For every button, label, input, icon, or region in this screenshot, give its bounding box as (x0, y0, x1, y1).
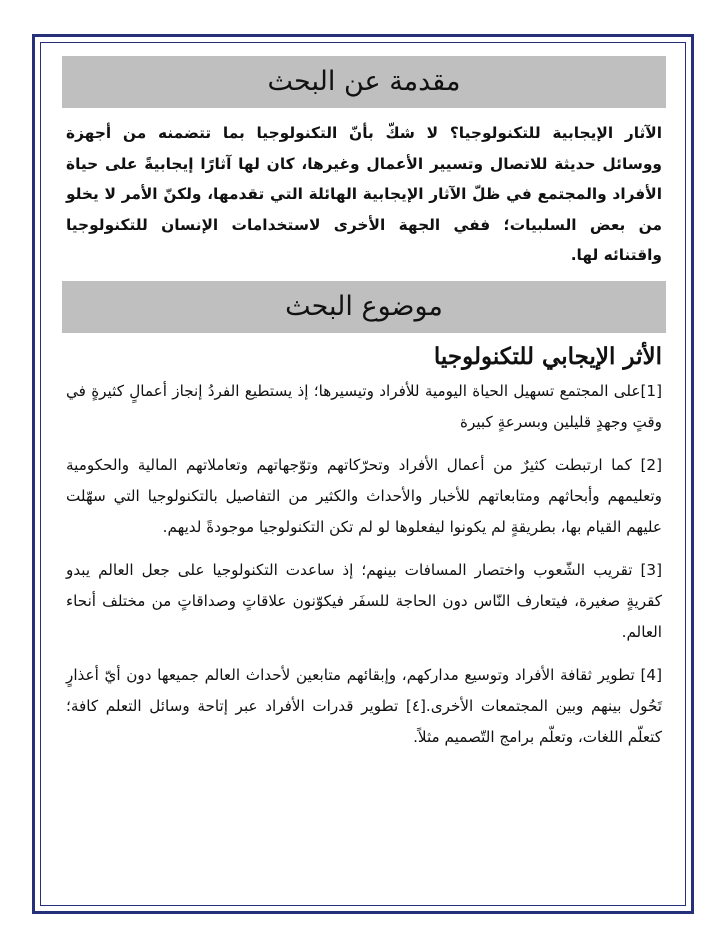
document-content (56, 56, 672, 765)
topic-subheading: الأثر الإيجابي للتكنولوجيا (433, 342, 662, 370)
list-item: [1]على المجتمع تسهيل الحياة اليومية للأفراد وتيسيرها؛ إذ يستطيع الفردُ إنجاز أعمالٍ كثيرةٍ في وقتٍ وجهدٍ قليلين وبسرعةٍ كبيرة (66, 381, 662, 431)
list-item: [4] تطوير ثقافة الأفراد وتوسيع مداركهم، وإبقائهم متابعين لأحداث العالم جميعها دون أيّ أعذارٍ تَحُول بينهم وبين المجتمعات الأخرى.[٤] تطوير قدرات الأفراد عبر إتاحة وسائل التعلم كافة؛ كتعلّم اللغات، وتعلّم برامج التّصميم مثلاً. (66, 665, 662, 746)
list-item: [2] كما ارتبطت كثيرٌ من أعمال الأفراد وتحرّكاتهم وتوّجهاتهم وتعاملاتهم المالية والحكومية وتعليمهم وأبحاثهم ومتابعاتهم للأخبار والأحداث والكثير من التفاصيل بالتكنولوجيا التي سهّلت عليهم القيام بها، بطريقةٍ لم يكونوا ليفعلوها لو لم تكن التكنولوجيا موجودةً لديهم. (66, 455, 662, 536)
list-item: [3] تقريب الشّعوب واختصار المسافات بينهم؛ إذ ساعدت التكنولوجيا على جعل العالم يبدو كقريةٍ صغيرة، فيتعارف النّاس دون الحاجة للسفَر فيكوّنون علاقاتٍ وصداقاتٍ من مختلف أنحاء العالم. (66, 560, 662, 641)
intro-paragraph: الآثار الإيجابية للتكنولوجيا؟ لا شكّ بأنّ التكنولوجيا بما تتضمنه من أجهزة ووسائل حديثة للاتصال وتسيير الأعمال وغيرها، كان لها آثارًا إيجابيةً على حياة الأفراد والمجتمع في ظلّ الآثار الإيجابية الهائلة التي تقدمها، ولكنّ الأمر لا يخلو من بعض السلبيات؛ ففي الجهة الأخرى لاستخدامات الإنسان للتكنولوجيا واقتنائه لها. (66, 124, 662, 264)
topic-section-title: موضوع البحث (62, 281, 666, 333)
intro-section-title: مقدمة عن البحث (62, 56, 666, 108)
